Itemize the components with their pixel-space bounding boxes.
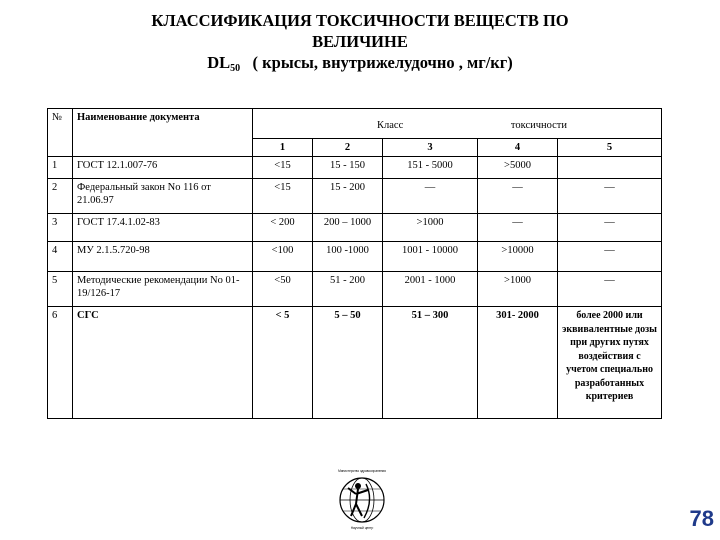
row-num: 2 [48, 179, 73, 214]
row-class-3: 1001 - 10000 [383, 242, 478, 272]
row-document: МУ 2.1.5.720-98 [73, 242, 253, 272]
row-num: 4 [48, 242, 73, 272]
row-document: ГОСТ 12.1.007-76 [73, 157, 253, 179]
table-row [48, 157, 662, 179]
header-class-3: 3 [383, 139, 478, 157]
row-class-4: — [478, 179, 558, 214]
row-class-2: 15 - 150 [313, 157, 383, 179]
row-num: 5 [48, 272, 73, 307]
page-number: 78 [689, 506, 714, 531]
row-class-5: — [558, 179, 662, 214]
row-class-4: >1000 [478, 272, 558, 307]
header-class-4: 4 [478, 139, 558, 157]
row-class-1: < 5 [253, 307, 313, 419]
row-class-1: <15 [253, 179, 313, 214]
toxicity-table [47, 108, 662, 419]
table-row [48, 242, 662, 272]
row-num: 1 [48, 157, 73, 179]
row-class-4: >10000 [478, 242, 558, 272]
row-document: Методические рекомендации No 01-19/126-17 [73, 272, 253, 307]
row-class-5: — [558, 242, 662, 272]
header-class-5: 5 [558, 139, 662, 157]
title-dl: DL [207, 53, 231, 72]
slide-title [0, 10, 720, 79]
row-class-1: < 200 [253, 214, 313, 242]
row-class-3: 151 - 5000 [383, 157, 478, 179]
row-class-1: <15 [253, 157, 313, 179]
table-row [48, 179, 662, 214]
row-class-2: 15 - 200 [313, 179, 383, 214]
header-class-word: Класс [377, 120, 404, 131]
row-class-1: <100 [253, 242, 313, 272]
title-line-3 [0, 52, 720, 79]
header-row-1 [48, 109, 662, 139]
row-class-4: — [478, 214, 558, 242]
row-class-5: — [558, 272, 662, 307]
row-class-2: 5 – 50 [313, 307, 383, 419]
row-class-5: более 2000 или эквивалентные дозы при других путях воздействия с учетом специально разработанных критериев [558, 307, 662, 419]
row-num: 3 [48, 214, 73, 242]
table-row [48, 272, 662, 307]
header-name: Наименование документа [73, 109, 253, 157]
row-num: 6 [48, 307, 73, 419]
logo-bottom-text: Научный центр [350, 526, 374, 530]
title-dl-subscript: 50 [230, 63, 241, 74]
title-line-1: КЛАССИФИКАЦИЯ ТОКСИЧНОСТИ ВЕЩЕСТВ ПО [151, 11, 569, 30]
row-class-5: — [558, 214, 662, 242]
table-row [48, 214, 662, 242]
row-class-3: 2001 - 1000 [383, 272, 478, 307]
header-num: № [48, 109, 73, 157]
row-class-3: — [383, 179, 478, 214]
header-toxicity-word: токсичности [510, 120, 568, 131]
row-class-2: 100 -1000 [313, 242, 383, 272]
row-class-5 [558, 157, 662, 179]
row-document: Федеральный закон No 116 от 21.06.97 [73, 179, 253, 214]
table-row [48, 307, 662, 419]
logo-top-text: Министерство здравоохранения [338, 469, 386, 473]
header-class-1: 1 [253, 139, 313, 157]
row-class-1: <50 [253, 272, 313, 307]
row-document: СГС [73, 307, 253, 419]
emblem-icon [320, 466, 404, 534]
row-class-2: 51 - 200 [313, 272, 383, 307]
organization-logo [320, 466, 404, 534]
row-class-4: 301- 2000 [478, 307, 558, 419]
title-dl-conditions: ( крысы, внутрижелудочно , мг/кг) [252, 53, 513, 72]
row-class-3: >1000 [383, 214, 478, 242]
title-line-2: ВЕЛИЧИНЕ [312, 32, 408, 51]
header-class-caption [253, 109, 662, 139]
header-class-2: 2 [313, 139, 383, 157]
row-class-3: 51 – 300 [383, 307, 478, 419]
row-document: ГОСТ 17.4.1.02-83 [73, 214, 253, 242]
row-class-2: 200 – 1000 [313, 214, 383, 242]
row-class-4: >5000 [478, 157, 558, 179]
